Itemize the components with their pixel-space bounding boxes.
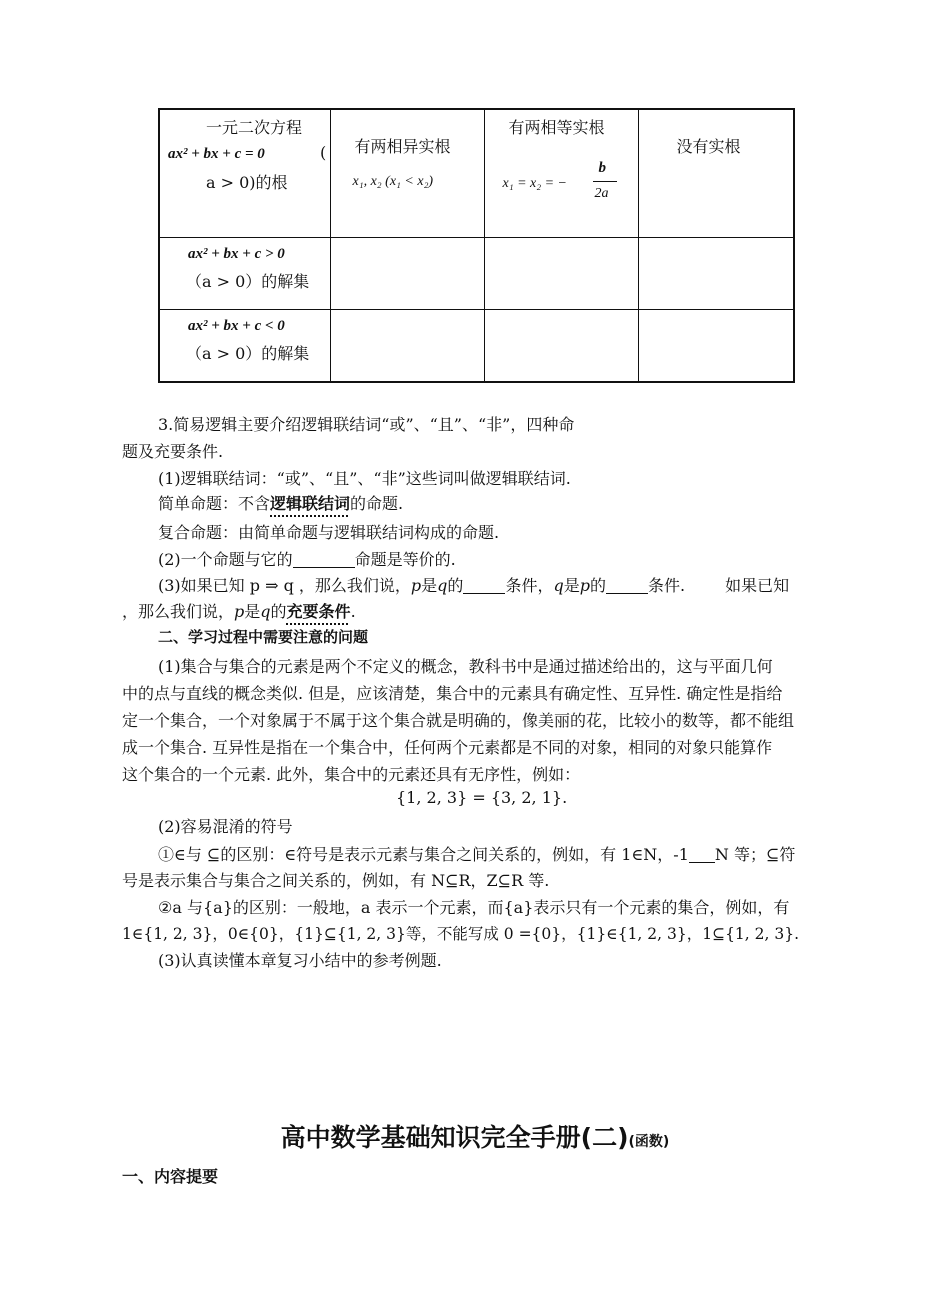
paragraph: (1)集合与集合的元素是两个不定义的概念，教科书中是通过描述给出的，这与平面几何 — [158, 657, 773, 676]
text: 是 — [244, 602, 261, 621]
paragraph: (1)逻辑联结词：“或”、“且”、“非”这些词叫做逻辑联结词. — [158, 469, 571, 488]
text: 的 — [589, 576, 606, 595]
fraction-numerator: b — [598, 160, 606, 176]
table-cell-empty — [330, 309, 484, 382]
text: 的 — [270, 602, 287, 621]
equation-text: ax² + bx + c = 0 — [168, 146, 265, 162]
cell-text: （a > 0）的解集 — [186, 343, 310, 363]
table-cell-empty — [638, 237, 794, 309]
text: 条件. — [647, 576, 686, 595]
paragraph: 定一个集合，一个对象属于不属于这个集合就是明确的，像美丽的花，比较小的数等，都不能组 — [122, 711, 795, 730]
quadratic-table — [158, 108, 795, 383]
text: 条件， — [505, 576, 554, 595]
emphasis-text: 充要条件 — [286, 602, 351, 621]
paragraph: (3)认真读懂本章复习小结中的参考例题. — [158, 951, 442, 970]
table-cell-distinct-roots — [330, 109, 484, 237]
math-var: q — [260, 602, 271, 621]
paragraph — [158, 842, 795, 865]
section-heading: 二、学习过程中需要注意的问题 — [158, 628, 369, 646]
text: 的 — [447, 576, 464, 595]
text: (2)一个命题与它的 — [158, 550, 293, 569]
table-cell-equation — [159, 109, 330, 237]
math-var: p — [410, 576, 422, 595]
paragraph: 这个集合的一个元素. 此外，集合中的元素还具有无序性，例如： — [122, 765, 581, 784]
cell-text: 没有实根 — [676, 137, 741, 156]
cell-text: 有两相异实根 — [354, 137, 451, 156]
fill-blank — [606, 577, 648, 594]
chapter-title — [0, 1118, 950, 1154]
text: . — [350, 602, 356, 621]
cell-text: （a > 0）的解集 — [186, 271, 310, 291]
fill-blank — [293, 551, 355, 568]
text: N 等；⊆符 — [714, 845, 796, 864]
paragraph: 题及充要条件. — [122, 442, 224, 461]
section-heading: 一、内容提要 — [122, 1167, 219, 1186]
text: 是 — [563, 576, 580, 595]
cell-text: 有两相等实根 — [508, 118, 605, 137]
paragraph — [158, 573, 789, 596]
equation-text: ax² + bx + c > 0 — [188, 245, 285, 262]
paragraph: 1∈{1, 2, 3}，0∈{0}，{1}⊆{1, 2, 3}等，不能写成 0 ={0}，{1}∈{1, 2, 3}，1⊆{1, 2, 3}. — [122, 925, 800, 943]
fraction-denominator: 2a — [594, 186, 609, 201]
math-var: q — [553, 576, 564, 595]
paragraph: ②a 与{a}的区别：一般地，a 表示一个元素，而{a}表示只有一个元素的集合，例如，有 — [158, 898, 790, 917]
table-cell-inequality-lt — [159, 309, 330, 382]
table-cell-inequality-gt — [159, 237, 330, 309]
table-cell-empty — [484, 309, 638, 382]
table-row — [159, 309, 794, 382]
paragraph — [158, 491, 403, 514]
paragraph: 成一个集合. 互异性是指在一个集合中，任何两个元素都是不同的对象，相同的对象只能算作 — [122, 738, 773, 757]
paragraph — [158, 547, 456, 570]
paragraph: 3.简易逻辑主要介绍逻辑联结词“或”、“且”、“非”，四种命 — [158, 415, 575, 434]
chapter-subtitle: (函数) — [628, 1134, 670, 1150]
cell-text: 一元二次方程 — [206, 118, 303, 137]
text: 简单命题：不含 — [158, 494, 271, 513]
equation-text: x₁, x₂ (x₁ < x₂) — [352, 174, 434, 189]
cell-text: a > 0)的根 — [206, 173, 288, 192]
math-var: p — [234, 602, 245, 621]
math-var: q — [437, 576, 448, 595]
emphasis-text: 逻辑联结词 — [270, 494, 351, 513]
paragraph: 中的点与直线的概念类似. 但是，应该清楚，集合中的元素具有确定性、互异性. 确定性是指给 — [122, 684, 783, 703]
paragraph — [122, 599, 356, 622]
text: (3)如果已知 p ⇒ q ，那么我们说， — [158, 576, 411, 595]
text: ，那么我们说， — [122, 602, 235, 621]
paragraph: (2)容易混淆的符号 — [158, 817, 293, 836]
table-cell-empty — [484, 237, 638, 309]
table-cell-empty — [330, 237, 484, 309]
math-var: p — [579, 576, 590, 595]
fill-blank — [689, 846, 715, 863]
text: ①∈与 ⊆的区别：∈符号是表示元素与集合之间关系的，例如，有 1∈N，-1 — [158, 845, 689, 864]
table-row — [159, 237, 794, 309]
table-cell-equal-roots — [484, 109, 638, 237]
equation-text: x₁ = x₂ = − — [502, 176, 568, 191]
formula: {1, 2, 3} = {3, 2, 1}. — [396, 788, 568, 807]
paragraph: 号是表示集合与集合之间关系的，例如，有 N⊆R，Z⊆R 等. — [122, 871, 550, 890]
text: 是 — [421, 576, 438, 595]
paragraph: 复合命题：由简单命题与逻辑联结词构成的命题. — [158, 523, 500, 542]
cell-text: ( — [320, 143, 327, 162]
text: 命题是等价的. — [354, 550, 456, 569]
table-cell-empty — [638, 309, 794, 382]
text: 的命题. — [350, 494, 404, 513]
table-header-row — [159, 109, 794, 237]
table-cell-no-roots — [638, 109, 794, 237]
text: 如果已知 — [725, 576, 790, 595]
equation-text: ax² + bx + c < 0 — [188, 317, 285, 334]
chapter-title-text: 高中数学基础知识完全手册(二) — [280, 1123, 629, 1152]
fraction-bar — [593, 181, 617, 182]
fill-blank — [463, 577, 505, 594]
